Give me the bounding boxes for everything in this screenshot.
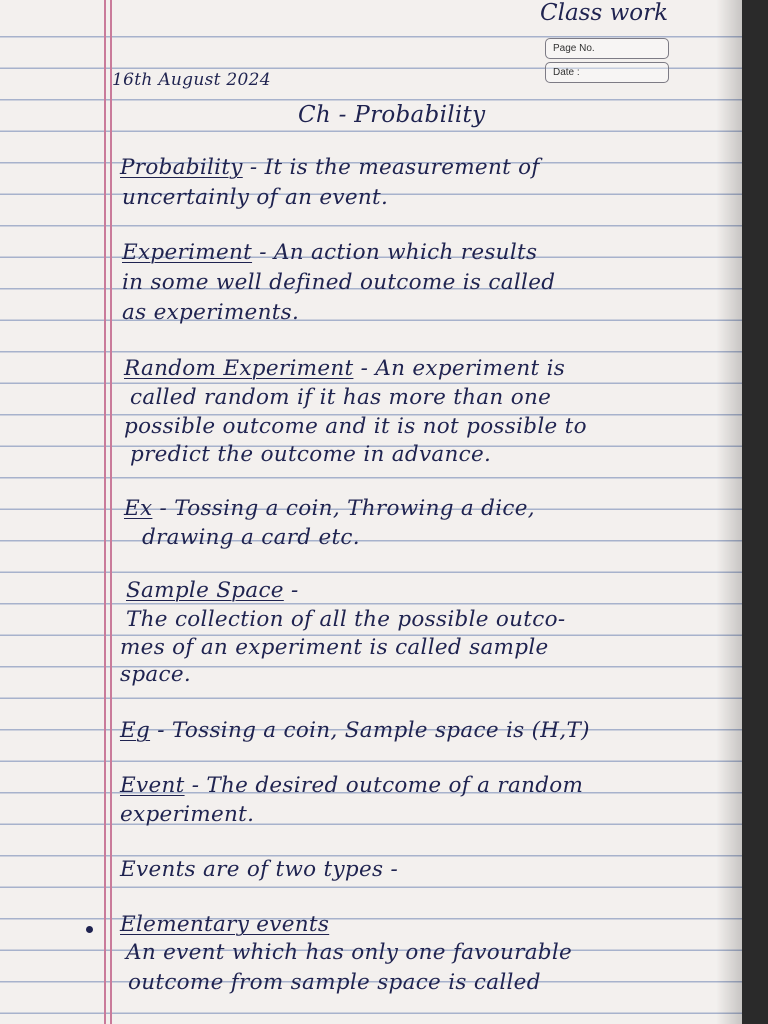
note-line — [126, 578, 299, 603]
chapter-title: Ch - Probability — [298, 102, 486, 128]
note-line — [120, 155, 540, 180]
note-text: outcome from sample space is called — [128, 970, 541, 995]
note-text: - Tossing a coin, Throwing a dice, — [152, 496, 535, 521]
date-label: Date : — [553, 67, 580, 78]
note-line — [120, 635, 549, 660]
note-text: space. — [120, 662, 192, 687]
note-text: - Tossing a coin, Sample space is (H,T) — [150, 718, 590, 743]
note-line — [120, 912, 329, 937]
page-no-label: Page No. — [553, 43, 595, 54]
page-no-field — [545, 38, 669, 59]
note-term: Ex — [124, 496, 153, 521]
note-line — [130, 442, 491, 467]
note-line — [128, 970, 541, 995]
note-term: Sample Space — [126, 578, 284, 603]
note-text: Events are of two types - — [120, 857, 399, 882]
note-text: - It is the measurement of — [242, 155, 540, 180]
note-line — [124, 356, 565, 381]
note-text: mes of an experiment is called sample — [120, 635, 549, 660]
note-line — [122, 300, 299, 325]
note-line — [122, 185, 388, 210]
note-line — [120, 802, 254, 827]
note-line — [120, 857, 398, 882]
note-text: possible outcome and it is not possible to — [124, 414, 587, 439]
note-text: - An experiment is — [353, 356, 566, 381]
class-work-heading: Class work — [540, 0, 669, 26]
note-text: - The desired outcome of a random — [184, 773, 584, 798]
note-text: experiment. — [120, 802, 255, 827]
note-text: uncertainly of an event. — [122, 185, 389, 210]
note-line — [120, 662, 191, 687]
note-line — [122, 240, 537, 265]
margin-line — [110, 0, 112, 1024]
note-term: Eg — [120, 718, 151, 743]
note-term: Experiment — [122, 240, 253, 265]
bullet-point — [86, 926, 93, 933]
note-text: called random if it has more than one — [130, 385, 552, 410]
note-line — [120, 773, 583, 798]
date-field — [545, 62, 669, 83]
note-line — [124, 496, 535, 521]
note-text: as experiments. — [122, 300, 300, 325]
note-text: in some well defined outcome is called — [122, 270, 556, 295]
note-text: predict the outcome in advance. — [130, 442, 492, 467]
note-text: The collection of all the possible outco- — [126, 607, 566, 632]
note-term: Event — [120, 773, 185, 798]
note-line — [126, 940, 572, 965]
note-text: - — [283, 578, 299, 603]
note-line — [124, 414, 587, 439]
note-text: drawing a card etc. — [142, 525, 360, 550]
note-text: An event which has only one favourable — [126, 940, 573, 965]
note-line — [130, 385, 551, 410]
note-line — [120, 718, 590, 743]
handwritten-date: 16th August 2024 — [112, 70, 271, 90]
note-term: Random Experiment — [124, 356, 354, 381]
note-line — [142, 525, 360, 550]
margin-line — [104, 0, 106, 1024]
note-line — [122, 270, 555, 295]
note-line — [126, 607, 565, 632]
note-term: Elementary events — [120, 912, 330, 937]
note-term: Probability — [120, 155, 243, 180]
note-text: - An action which results — [252, 240, 538, 265]
